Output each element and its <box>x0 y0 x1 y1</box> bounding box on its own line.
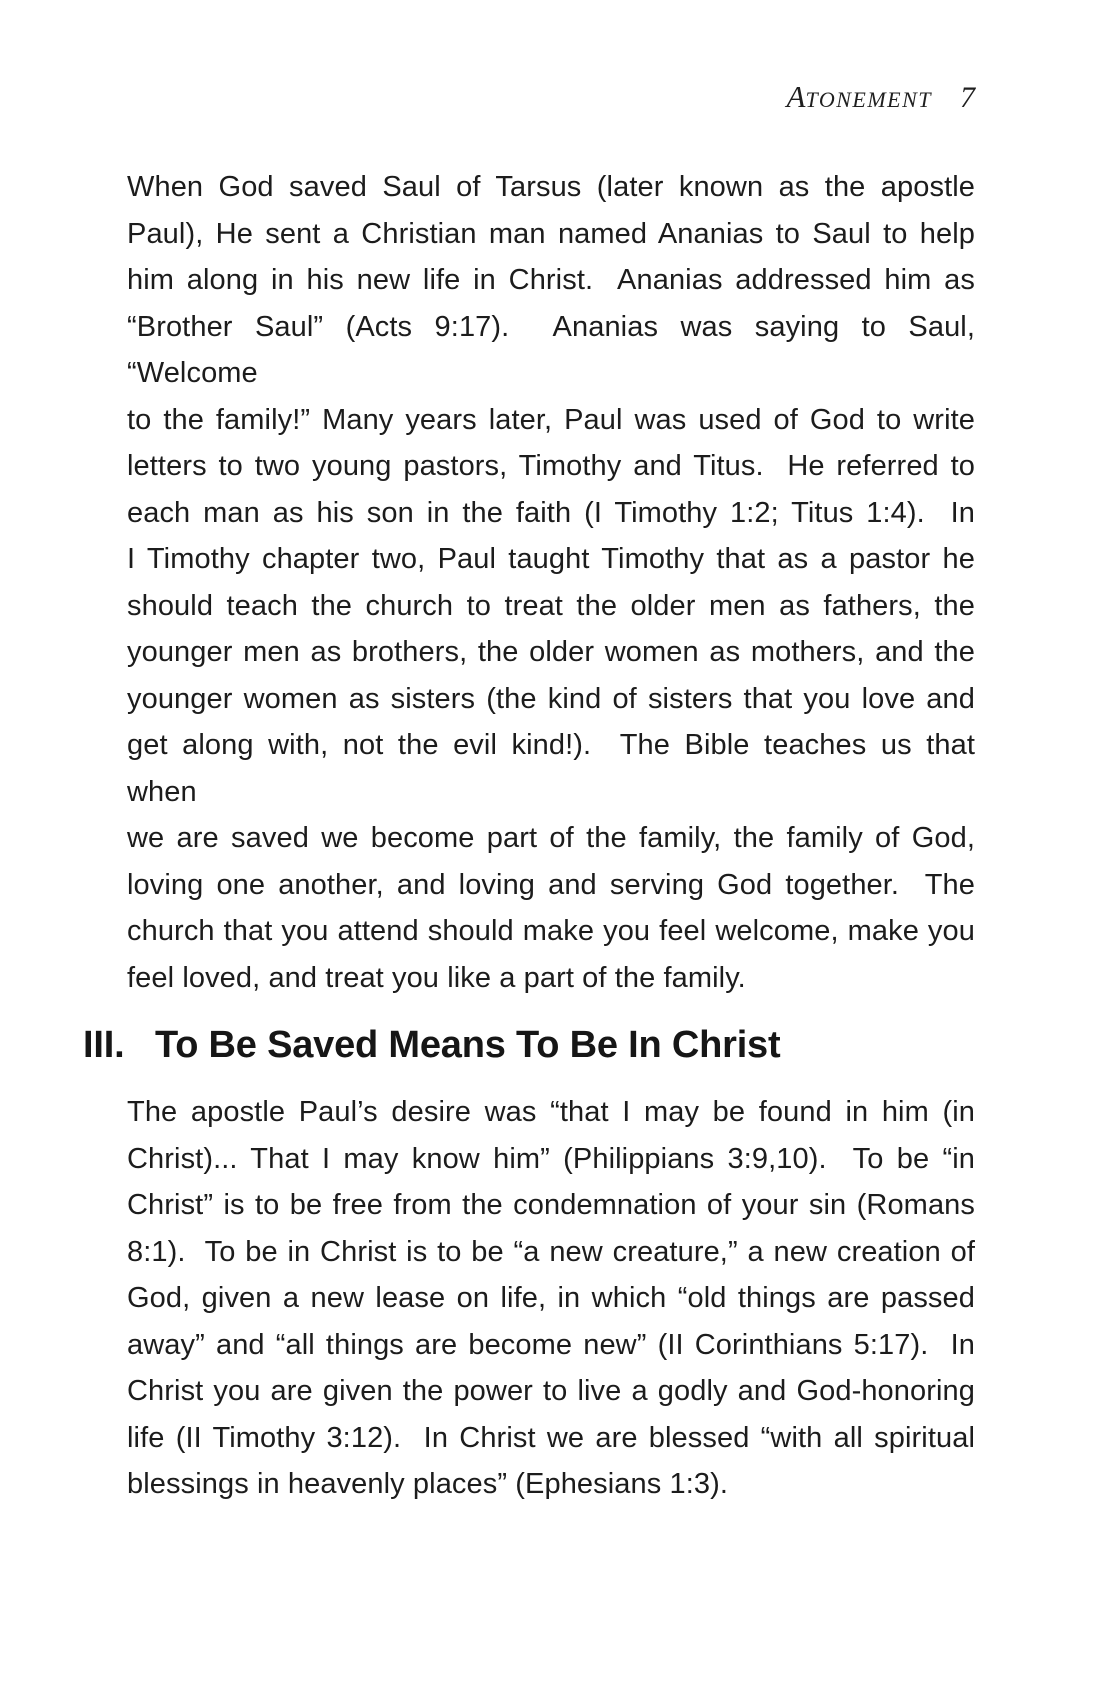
text-line: letters to two young pastors, Timothy and Titus. He referred to <box>127 450 975 482</box>
text-line: we are saved we become part of the family, the family of God, <box>127 822 975 854</box>
paragraph-family-of-god <box>127 164 975 1001</box>
text-line: loving one another, and loving and serving God together. The <box>127 868 975 901</box>
text-line: The apostle Paul’s desire was “that I may be found in him (in <box>127 1096 975 1128</box>
text-line: 8:1). To be in Christ is to be “a new creature,” a new creation of <box>127 1235 975 1268</box>
text-line: blessings in heavenly places” (Ephesians 1:3). <box>127 1468 729 1500</box>
text-line: God, given a new lease on life, in which “old things are passed <box>127 1282 975 1314</box>
text-line: Christ you are given the power to live a godly and God-honoring <box>127 1375 975 1407</box>
text-line: feel loved, and treat you like a part of the family. <box>127 961 746 994</box>
text-line: away” and “all things are become new” (II Corinthians 5:17). In <box>127 1328 975 1361</box>
chapter-title-rest: TONEMENT <box>805 87 932 112</box>
chapter-title-initial: A <box>786 79 806 114</box>
text-line: younger women as sisters (the kind of sisters that you love and <box>127 682 975 715</box>
text-line: get along with, not the evil kind!). The Bible teaches us that when <box>127 729 975 808</box>
page-header <box>127 80 975 120</box>
text-line: Christ)... That I may know him” (Philippians 3:9,10). To be “in <box>127 1142 975 1175</box>
paragraph-in-christ <box>127 1089 975 1508</box>
text-line: “Brother Saul” (Acts 9:17). Ananias was saying to Saul, “Welcome <box>127 310 975 389</box>
section-title: To Be Saved Means To Be In Christ <box>155 1024 781 1066</box>
text-line: him along in his new life in Christ. Ananias addressed him as <box>127 264 975 296</box>
chapter-title <box>786 79 932 114</box>
text-line: each man as his son in the faith (I Timothy 1:2; Titus 1:4). In <box>127 496 975 529</box>
text-line: Paul), He sent a Christian man named Ananias to Saul to help <box>127 217 975 250</box>
text-line: younger men as brothers, the older women as mothers, and the <box>127 636 975 668</box>
text-line: should teach the church to treat the older men as fathers, the <box>127 589 975 622</box>
text-line: Christ” is to be free from the condemnation of your sin (Romans <box>127 1189 975 1221</box>
text-line: When God saved Saul of Tarsus (later known as the apostle <box>127 171 975 203</box>
page-number: 7 <box>960 81 975 114</box>
text-line: to the family!” Many years later, Paul was used of God to write <box>127 403 975 436</box>
section-numeral: III. <box>83 1024 125 1066</box>
text-line: life (II Timothy 3:12). In Christ we are blessed “with all spiritual <box>127 1421 975 1454</box>
text-line: church that you attend should make you feel welcome, make you <box>127 915 975 947</box>
text-line: I Timothy chapter two, Paul taught Timothy that as a pastor he <box>127 543 975 575</box>
section-heading <box>83 1022 780 1068</box>
